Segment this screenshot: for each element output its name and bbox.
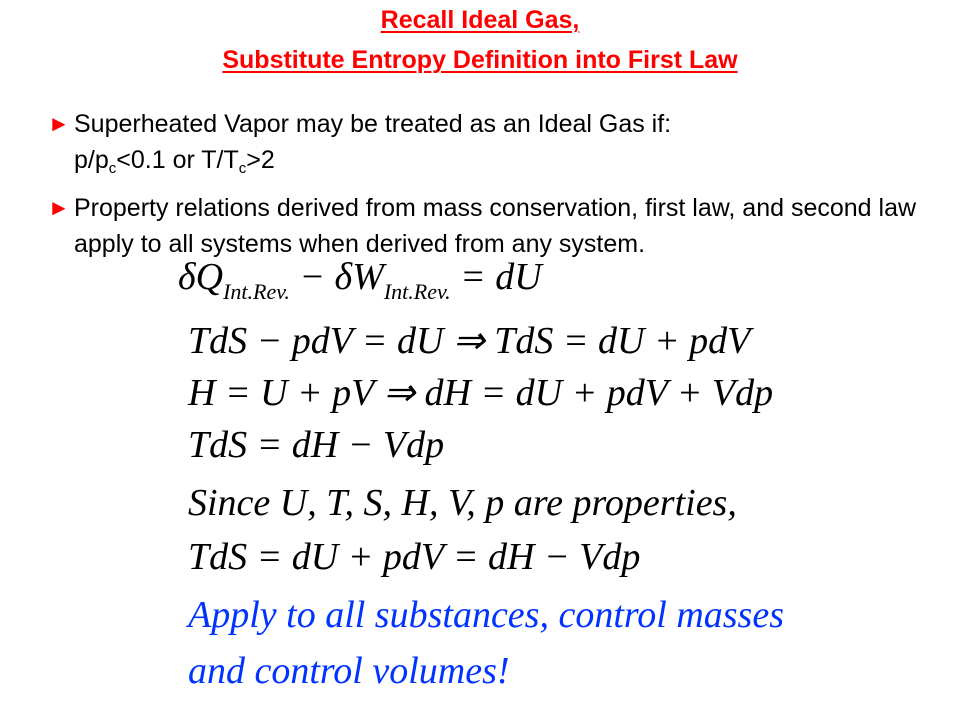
- eq-subscript: Int.Rev.: [383, 279, 451, 304]
- eq-term: δQ: [178, 256, 224, 298]
- bullet-marker-icon: ►: [48, 111, 70, 136]
- equation-tds-1: TdS − pdV = dU ⇒ TdS = dU + pdV: [188, 320, 751, 362]
- bullet-line: Superheated Vapor may be treated as an Ideal Gas if:: [74, 110, 672, 138]
- slide-title-line2: Substitute Entropy Definition into First Law: [222, 46, 738, 74]
- equation-first-law: [178, 258, 542, 303]
- bullet-text: Property relations derived from mass conservation, first law, and second law apply to all systems when derived from any system.: [74, 194, 917, 258]
- eq-term: − δW: [289, 256, 384, 298]
- eq-subscript: Int.Rev.: [223, 279, 290, 304]
- equation-enthalpy: H = U + pV ⇒ dH = dU + pdV + Vdp: [188, 372, 774, 414]
- eq-term: = dU: [450, 256, 542, 298]
- ratio-limit: >2: [246, 146, 275, 174]
- subscript-c: c: [238, 160, 247, 177]
- conclusion-line1: Apply to all substances, control masses: [188, 594, 784, 636]
- conclusion-line2: and control volumes!: [188, 650, 510, 692]
- equation-tds-2: TdS = dH − Vdp: [188, 424, 445, 466]
- equation-tds-combined: TdS = dU + pdV = dH − Vdp: [188, 536, 641, 578]
- ratio-condition: <0.1 or T/T: [116, 146, 239, 174]
- slide-title-line1: Recall Ideal Gas,: [380, 6, 580, 34]
- bullet-marker-icon: ►: [48, 195, 70, 220]
- bullet-text: [74, 106, 934, 187]
- subscript-c: c: [108, 160, 117, 177]
- equation-properties-note: Since U, T, S, H, V, p are properties,: [188, 482, 737, 524]
- ratio-p: p/p: [74, 146, 109, 174]
